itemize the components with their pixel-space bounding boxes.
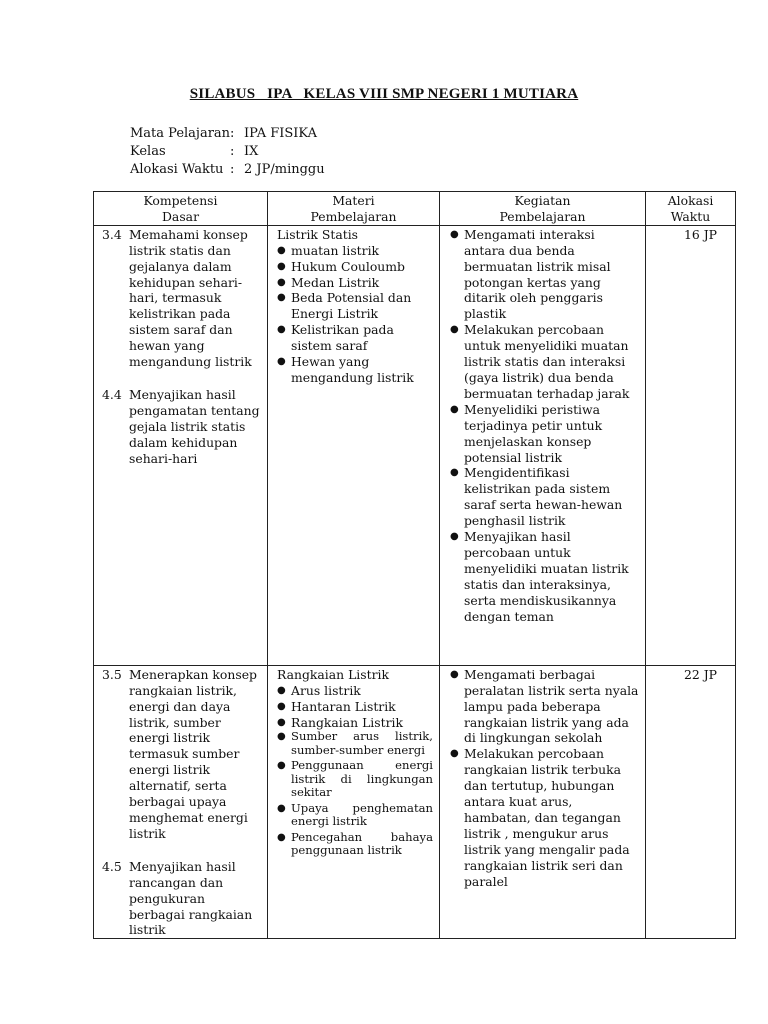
list-item <box>277 802 433 829</box>
meta-separator: : <box>230 162 235 177</box>
list-item-text: Kelistrikan pada sistem saraf <box>291 322 394 354</box>
meta-row-subject <box>130 125 325 143</box>
document-title: SILABUS IPA KELAS VIII SMP NEGERI 1 MUTIARA <box>189 86 579 102</box>
bullet-icon: ● <box>277 716 286 728</box>
header-line: Pembelajaran <box>310 208 397 224</box>
list-item-text: Hukum Couloumb <box>291 258 405 274</box>
header-line: Kompetensi <box>143 193 218 208</box>
kd-item <box>94 666 267 842</box>
list-item <box>277 259 433 275</box>
list-item <box>277 759 433 800</box>
kd-text: Memahami konsep listrik statis dan gejalanya dalam kehidupan sehari-hari, termasuk kelistrikan pada sistem saraf dan hewan yang mengandung listrik <box>129 226 252 370</box>
meta-row-time <box>130 161 325 179</box>
kegiatan-list <box>450 667 639 890</box>
list-item-text: Beda Potensial dan Energi Listrik <box>291 290 412 322</box>
list-item <box>277 290 433 322</box>
alokasi-value: 16 JP <box>683 226 717 242</box>
kegiatan-list <box>450 227 639 625</box>
materi-list-detail <box>277 730 433 858</box>
materi-heading: Listrik Statis <box>277 226 359 242</box>
list-item-text: Mengamati interaksi antara dua benda bermuatan listrik misal potongan kertas yang ditarik oleh penggaris plastik <box>464 226 611 322</box>
meta-label: Kelas <box>130 144 166 159</box>
list-item-text: Arus listrik <box>291 682 361 698</box>
alokasi-cell <box>646 225 736 665</box>
list-item-text: Rangkaian Listrik <box>291 714 403 730</box>
list-item-text: Medan Listrik <box>291 274 380 290</box>
bullet-icon: ● <box>450 324 459 336</box>
header-line: Kegiatan <box>514 193 571 208</box>
header-line: Pembelajaran <box>499 208 586 224</box>
syllabus-table <box>93 191 736 939</box>
bullet-icon: ● <box>277 831 286 843</box>
list-item <box>277 683 433 699</box>
bullet-icon: ● <box>450 228 459 240</box>
bullet-icon: ● <box>277 684 286 696</box>
bullet-icon: ● <box>450 467 459 479</box>
bullet-icon: ● <box>277 802 286 814</box>
list-item-text: Melakukan percobaan untuk menyelidiki muatan listrik statis dan interaksi (gaya listrik) dua benda bermuatan terhadap jarak <box>464 322 630 401</box>
kd-text: Menyajikan hasil rancangan dan pengukuran berbagai rangkaian listrik <box>129 858 253 938</box>
list-item-text: Sumber arus listrik, sumber-sumber energi <box>291 729 433 757</box>
list-item <box>450 322 639 402</box>
kegiatan-cell <box>440 225 646 665</box>
list-item-text: Melakukan percobaan rangkaian listrik terbuka dan tertutup, hubungan antara kuat arus, hambatan, dan tegangan listrik , mengukur arus listrik yang mengalir pada rangkaian listrik seri dan paralel <box>464 746 630 889</box>
list-item-text: muatan listrik <box>291 242 380 258</box>
bullet-icon: ● <box>277 700 286 712</box>
header-alokasi-waktu <box>646 192 736 226</box>
meta-row-class <box>130 143 325 161</box>
kd-text: Menyajikan hasil pengamatan tentang gejala listrik statis dalam kehidupan sehari-hari <box>129 386 260 466</box>
list-item-text: Menyelidiki peristiwa terjadinya petir untuk menjelaskan konsep potensial listrik <box>464 401 603 465</box>
list-item <box>450 746 639 889</box>
bullet-icon: ● <box>450 748 459 760</box>
header-kompetensi-dasar <box>94 192 268 226</box>
bullet-icon: ● <box>277 760 286 772</box>
header-line: Waktu <box>670 208 711 224</box>
meta-value: 2 JP/minggu <box>244 162 325 177</box>
meta-value: IX <box>244 144 259 159</box>
list-item-text: Pencegahan bahaya penggunaan listrik <box>291 829 433 858</box>
table-row <box>94 665 736 939</box>
list-item <box>277 243 433 259</box>
bullet-icon: ● <box>277 731 286 743</box>
materi-cell <box>268 665 440 939</box>
list-item-text: Hantaran Listrik <box>291 698 396 714</box>
header-line: Alokasi <box>667 193 714 208</box>
kd-number: 4.5 <box>102 858 122 874</box>
meta-value: IPA FISIKA <box>244 126 317 141</box>
list-item <box>450 529 639 624</box>
list-item-text: Menyajikan hasil percobaan untuk menyelidiki muatan listrik statis dan interaksinya, serta mendiskusikannya dengan teman <box>464 529 629 624</box>
kd-number: 4.4 <box>102 386 122 402</box>
bullet-icon: ● <box>277 244 286 256</box>
bullet-icon: ● <box>450 668 459 680</box>
table-header-row <box>94 192 736 226</box>
kd-text: Menerapkan konsep rangkaian listrik, energi dan daya listrik, sumber energi listrik termasuk sumber energi listrik alternatif, serta berbagai upaya menghemat energi listrik <box>129 666 257 841</box>
meta-label: Alokasi Waktu <box>130 162 224 177</box>
meta-label: Mata Pelajaran <box>130 126 231 141</box>
bullet-icon: ● <box>450 531 459 543</box>
list-item <box>277 730 433 757</box>
kd-item <box>94 858 267 939</box>
list-item-text: Penggunaan energi listrik di lingkungan sekitar <box>291 758 433 800</box>
alokasi-cell <box>646 665 736 939</box>
list-item-text: Upaya penghematan energi listrik <box>291 800 433 829</box>
list-item <box>277 831 433 858</box>
materi-list <box>277 243 433 386</box>
list-item <box>450 402 639 466</box>
alokasi-value: 22 JP <box>683 666 717 682</box>
subject-info <box>130 125 325 179</box>
kegiatan-cell <box>440 665 646 939</box>
list-item <box>450 465 639 529</box>
bullet-icon: ● <box>277 356 286 368</box>
materi-list <box>277 683 433 731</box>
header-line: Dasar <box>162 208 199 224</box>
kd-item <box>94 386 267 467</box>
kd-item <box>94 226 267 370</box>
bullet-icon: ● <box>277 276 286 288</box>
table-row <box>94 225 736 665</box>
header-materi-pembelajaran <box>268 192 440 226</box>
list-item <box>277 354 433 386</box>
list-item <box>277 275 433 291</box>
bullet-icon: ● <box>277 324 286 336</box>
list-item-text: Mengamati berbagai peralatan listrik serta nyala lampu pada beberapa rangkaian listrik yang ada di lingkungan sekolah <box>464 666 639 746</box>
header-line: Materi <box>332 193 375 208</box>
header-kegiatan-pembelajaran <box>440 192 646 226</box>
kd-number: 3.4 <box>102 226 122 242</box>
kompetensi-dasar-cell <box>94 665 268 939</box>
list-item-text: Hewan yang mengandung listrik <box>291 354 414 385</box>
list-item <box>450 227 639 322</box>
meta-separator: : <box>230 126 235 141</box>
bullet-icon: ● <box>450 403 459 415</box>
list-item <box>277 322 433 354</box>
list-item <box>277 715 433 731</box>
list-item <box>277 699 433 715</box>
materi-heading: Rangkaian Listrik <box>277 666 389 682</box>
bullet-icon: ● <box>277 260 286 272</box>
meta-separator: : <box>230 144 235 159</box>
bullet-icon: ● <box>277 292 286 304</box>
kompetensi-dasar-cell <box>94 225 268 665</box>
kd-number: 3.5 <box>102 666 122 682</box>
list-item <box>450 667 639 747</box>
materi-cell <box>268 225 440 665</box>
list-item-text: Mengidentifikasi kelistrikan pada sistem saraf serta hewan-hewan penghasil listrik <box>464 465 623 529</box>
